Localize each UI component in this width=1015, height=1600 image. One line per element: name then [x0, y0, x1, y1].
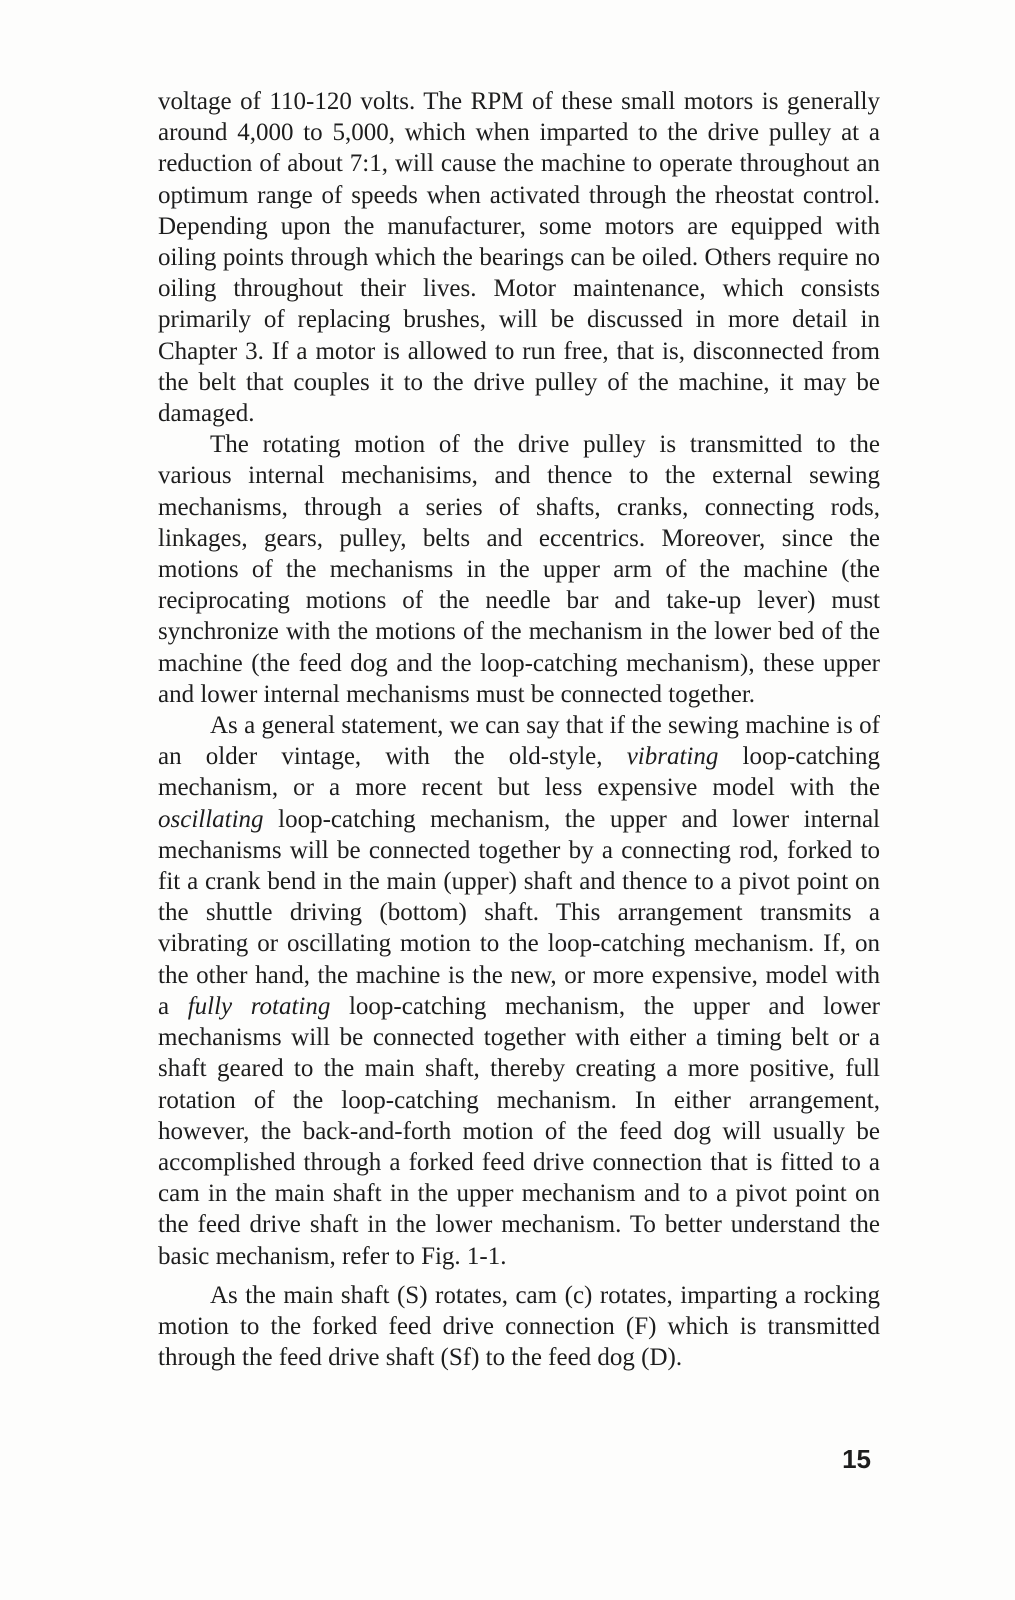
text-segment: As the main shaft (S) rotates, cam (c) rotates, imparting a rocking motion to the forked feed drive connection (F) which is transmitted through the feed drive shaft (Sf) to the feed dog (D).: [158, 1281, 880, 1372]
paragraph-2: [158, 429, 880, 710]
body-text: [158, 86, 880, 1373]
italic-term: oscillating: [158, 805, 264, 833]
text-segment: loop-catching mechanism, or a more recent but less expensive model with the: [158, 743, 881, 802]
paragraph-3: [158, 710, 880, 1272]
text-segment: loop-catching mechanism, the upper and lower mechanisms will be connected together with either a timing belt or a shaft geared to the main shaft, thereby creating a more positive, full rotation of the loop-catching mechanism. In either arrangement, however, the back-and-forth motion of the feed dog will usually be accomplished through a forked feed drive connection that is fitted to a cam in the main shaft in the upper mechanism and to a pivot point on the feed drive shaft in the lower mechanism. To better understand the basic mechanism, refer to Fig. 1-1.: [158, 992, 880, 1270]
italic-term: fully rotating: [187, 992, 331, 1020]
text-segment: loop-catching mechanism, the upper and lower internal mechanisms will be connected together by a connecting rod, forked to fit a crank bend in the main (upper) shaft and thence to a pivot point on the shuttle driving (bottom) shaft. This arrangement transmits a vibrating or oscillating motion to the loop-catching mechanism. If, on the other hand, the machine is the new, or more expensive, model with a: [158, 805, 880, 1020]
text-segment: voltage of 110-120 volts. The RPM of these small motors is generally around 4,000 to 5,000, which when imparted to the drive pulley at a reduction of about 7:1, will cause the machine to operate throughout an optimum range of speeds when activated through the rheostat control. Depending upon the manufacturer, some motors are equipped with oiling points through which the bearings can be oiled. Others require no oiling throughout their lives. Motor maintenance, which consists primarily of replacing brushes, will be discussed in more detail in Chapter 3. If a motor is allowed to run free, that is, disconnected from the belt that couples it to the drive pulley of the machine, it may be damaged.: [158, 88, 880, 428]
italic-term: vibrating: [626, 743, 719, 771]
text-segment: As a general statement, we can say that if the sewing machine is of an older vintage, with the old-style,: [158, 712, 880, 771]
paragraph-1: [158, 86, 880, 429]
text-segment: The rotating motion of the drive pulley is transmitted to the various internal mechanisims, and thence to the external sewing mechanisms, through a series of shafts, cranks, connecting rods, linkages, gears, pulley, belts and eccentrics. Moreover, since the motions of the mechanisms in the upper arm of the machine (the reciprocating motions of the needle bar and take-up lever) must synchronize with the motions of the mechanism in the lower bed of the machine (the feed dog and the loop-catching mechanism), these upper and lower internal mechanisms must be connected together.: [158, 431, 880, 708]
page-number: 15: [842, 1444, 871, 1474]
paragraph-4: [158, 1280, 880, 1374]
